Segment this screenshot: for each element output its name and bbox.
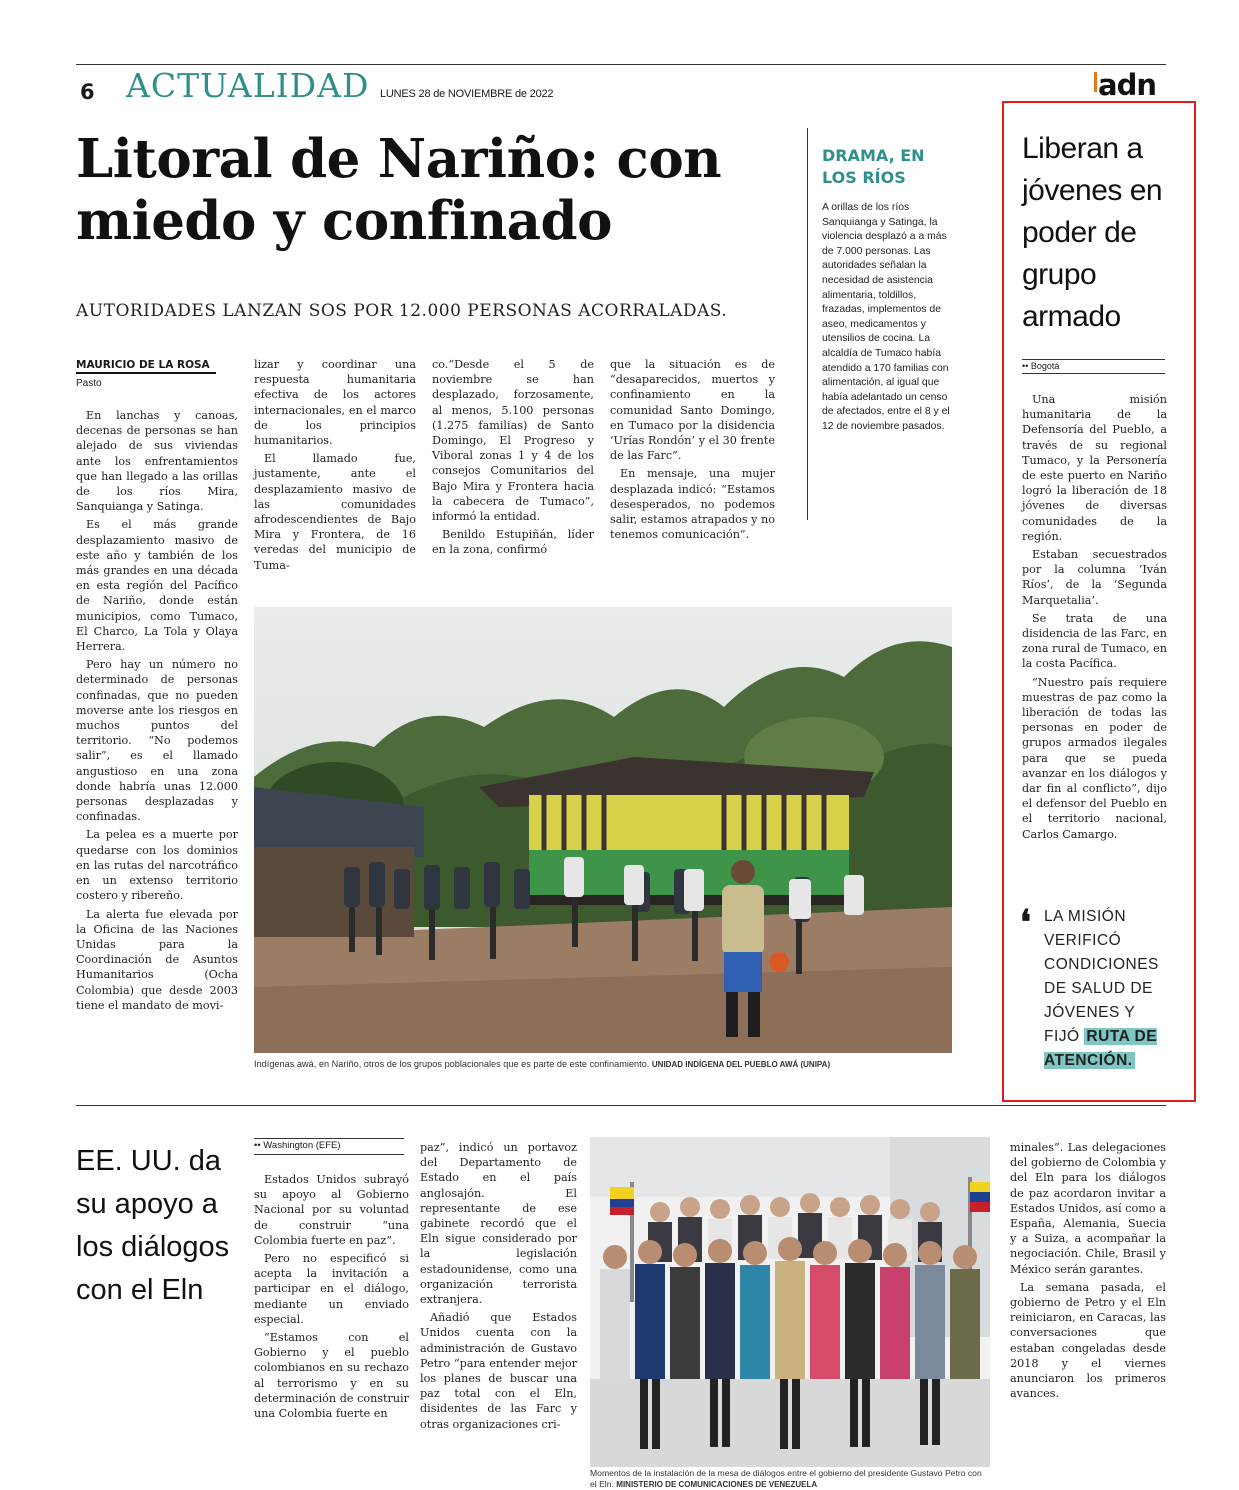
dateline: LUNES 28 de NOVIEMBRE de 2022 (380, 88, 554, 100)
bottom-place-label: Washington (EFE) (263, 1140, 341, 1151)
bottom-place (254, 1140, 341, 1151)
sidebar-place (1022, 361, 1059, 371)
main-column-2 (254, 357, 416, 576)
main-photo-caption (254, 1058, 952, 1071)
drama-box-text: A orillas de los ríos Sanquianga y Satinga, la violencia desplazó a a más de 7.000 personas. Las autoridades señalan la necesidad de asistencia alimentaria, toldillos, frazadas, implementos de aseo, medicamentos y utensilios de cocina. La alcaldía de Tumaco había atendido a 170 familias con alimentación, al igual que había adelantado un censo de afectados, entre el 8 y el 12 de noviembre pasados. (822, 202, 950, 432)
top-rule (76, 64, 1166, 65)
sidebar-headline: Liberan a jóvenes en poder de grupo armado (1022, 132, 1163, 333)
bottom-column-3 (1010, 1140, 1166, 1404)
paragraph: Es el más grande desplazamiento masivo de este año y también de los más grandes en una década en esta región del Pacífico de Nariño, donde están municipios, como Tumaco, El Charco, La Tola y Olaya Herrera. (76, 518, 238, 654)
bottom-rule (254, 1138, 404, 1139)
delegation-group-photo (590, 1137, 990, 1467)
paragraph: La alerta fue elevada por la Oficina de las Naciones Unidas para la Coordinación de Asuntos Humanitarios (Ocha Colombia) que desde 2003 tiene el mandato de movi- (76, 907, 238, 1012)
main-column-4 (610, 357, 775, 545)
indigenous-community-photo (254, 607, 952, 1053)
sidebar-rule-2 (1022, 373, 1165, 374)
bottom-photo (590, 1137, 990, 1467)
caption-text: Momentos de la instalación de la mesa de diálogos entre el gobierno del presidente Gustavo Petro con el Eln. (590, 1468, 982, 1489)
paragraph: Benildo Estupiñán, líder en la zona, confirmó (432, 528, 594, 557)
main-headline: Litoral de Nariño: con miedo y confinado (76, 128, 722, 252)
section-title: ACTUALIDAD (126, 66, 370, 105)
paragraph: lizar y coordinar una respuesta humanitaria efectiva de los actores internacionales, en el marco de los principios humanitarios. (254, 358, 416, 448)
bottom-headline: EE. UU. da su apoyo a los diálogos con el Eln (76, 1145, 230, 1306)
drama-box-title: DRAMA, EN LOS RÍOS (822, 146, 925, 187)
bottom-column-2 (420, 1140, 577, 1435)
pull-quote (1044, 905, 1164, 1073)
paragraph: La pelea es a muerte por quedarse con los dominios en las rutas del narcotráfico en un extenso territorio costero y ribereño. (76, 828, 238, 903)
paragraph: Estaban secuestrados por la columna ‘Iván Ríos’, de la ‘Segunda Marquetalia’. (1022, 548, 1167, 607)
adn-logo (1098, 68, 1156, 102)
page-number: 6 (80, 80, 95, 104)
paragraph: Se trata de una disidencia de las Farc, en zona rural de Tumaco, en la costa Pacífica. (1022, 611, 1167, 671)
sidebar-rule (1022, 359, 1165, 360)
paragraph: paz”, indicó un portavoz del Departamento de Estado en el país anglosajón. El representante de ese gabinete recordó que el Eln sigue considerado por la legislación estadounidense, como una organización terrorista extranjera. (420, 1141, 577, 1307)
sidebar-body (1022, 392, 1167, 845)
bottom-column-1 (254, 1172, 409, 1424)
paragraph: minales”. Las delegaciones del gobierno de Colombia y del Eln para los diálogos de paz acordaron invitar a Estados Unidos, así como a España, Alemania, Suecia y a Suiza, a acompañar la negociación. Chile, Brasil y México serán garantes. (1010, 1141, 1166, 1276)
paragraph: Estados Unidos subrayó su apoyo al Gobierno Nacional por su voluntad de construir “una Colombia fuerte en paz”. (254, 1173, 409, 1247)
sidebar-place-label: Bogotá (1030, 361, 1060, 371)
pull-quote-text: LA MISIÓN VERIFICÓ CONDICIONES DE SALUD DE JÓVENES Y FIJÓ (1044, 908, 1159, 1045)
logo-text: adn (1098, 68, 1156, 102)
quote-icon: ❛ (1020, 903, 1031, 943)
paragraph: Una misión humanitaria de la Defensoría del Pueblo, a través de su regional Tumaco, y la Personería de este puerto en Nariño logró la liberación de 18 jóvenes de diversas comunidades de la región. (1022, 393, 1167, 543)
photo-credit: UNIDAD INDÍGENA DEL PUEBLO AWÁ (UNIPA) (651, 1060, 831, 1069)
caption-text: Indígenas awá, en Nariño, otros de los grupos poblacionales que es parte de este confinamiento. (254, 1059, 650, 1069)
main-column-3 (432, 357, 594, 561)
photo-credit: MINISTERIO DE COMUNICACIONES DE VENEZUELA (616, 1480, 818, 1489)
paragraph: Pero no especificó si acepta la invitación a participar en el diálogo, mediante un enviado especial. (254, 1252, 409, 1326)
bullet-icon: •• (1022, 361, 1031, 371)
paragraph: co.“Desde el 5 de noviembre se han desplazado, forzosamente, al menos, 5.100 personas (1.275 familias) de Santo Domingo, El Progreso y Viboral zonas 1 y 4 de los consejos Comunitarios del Bajo Mira y Frontera hacia la cabecera de Tumaco”, informó la entidad. (432, 358, 594, 524)
paragraph: En mensaje, una mujer desplazada indicó: “Estamos desesperados, no podemos salir, estamos atrapados y no tenemos comunicación”. (610, 467, 775, 542)
byline: MAURICIO DE LA ROSA (76, 359, 216, 374)
main-photo (254, 607, 952, 1053)
paragraph: Pero hay un número no determinado de personas confinadas, que no pueden moverse ante los riesgos en muchos puntos del territorio. “No podemos salir”, es el llamado angustioso en una zona donde habría unas 12.000 personas desplazadas y confinadas. (76, 658, 238, 824)
paragraph: “Estamos con el Gobierno y el pueblo colombianos en su rechazo al terrorismo y en su determinación de construir una Colombia fuerte en (254, 1331, 409, 1421)
pull-quote-highlight: RUTA DE ATENCIÓN. (1044, 1028, 1158, 1069)
bullet-icon: •• (254, 1140, 264, 1151)
column-divider (807, 128, 808, 520)
bottom-rule-2 (254, 1154, 404, 1155)
logo-accent (1094, 72, 1097, 92)
paragraph: “Nuestro país requiere muestras de paz como la liberación de todas las personas en poder de grupos armados ilegales para que se pueda avanzar en los diálogos y dar fin al conflicto”, dijo el defensor del Pueblo en el territorio nacional, Carlos Camargo. (1022, 675, 1167, 841)
paragraph: que la situación es de “desaparecidos, muertos y confinamiento en la comunidad Santo Domingo, en Tumaco por la disidencia ‘Urías Rondón’ y el 30 frente de las Farc”. (610, 358, 775, 463)
main-subhead: AUTORIDADES LANZAN SOS POR 12.000 PERSONAS ACORRALADAS. (76, 301, 728, 321)
paragraph: En lanchas y canoas, decenas de personas se han alejado de sus viviendas ante los enfrentamientos que han llegado a las orillas de los ríos Mira, Sanquianga y Satinga. (76, 409, 238, 514)
main-column-1 (76, 408, 238, 1016)
paragraph: La semana pasada, el gobierno de Petro y el Eln reiniciaron, en Caracas, las conversaciones que estaban congeladas desde 2018 y el viernes anunciaron los primeros avances. (1010, 1280, 1166, 1401)
paragraph: El llamado fue, justamente, ante el desplazamiento masivo de las comunidades afrodescendientes de Bajo Mira y Frontera, de 16 veredas del municipio de Tuma- (254, 452, 416, 572)
bottom-photo-caption (590, 1468, 990, 1490)
byline-place: Pasto (76, 378, 102, 389)
paragraph: Añadió que Estados Unidos cuenta con la administración de Gustavo Petro “para entender mejor los planes de buscar una paz total con el Eln, disidentes de las Farc y otras organizaciones cri- (420, 1311, 577, 1431)
section-separator (76, 1105, 1166, 1106)
